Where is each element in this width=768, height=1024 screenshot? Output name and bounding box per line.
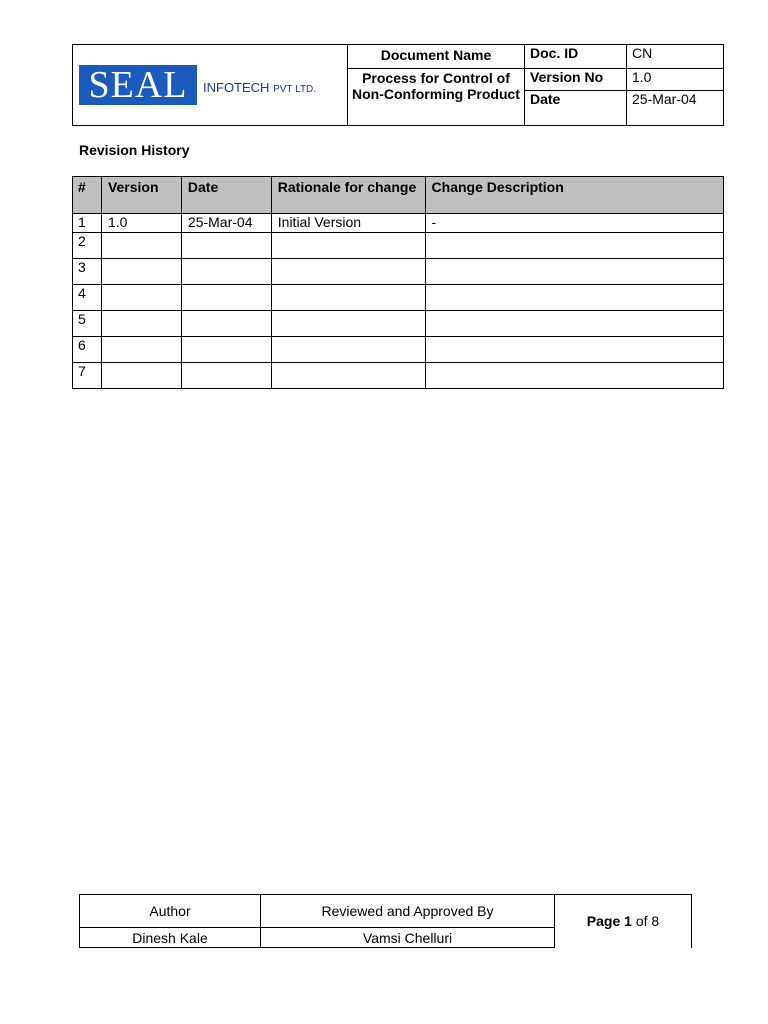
cell-number: 6 — [73, 337, 102, 363]
cell-description — [425, 337, 723, 363]
cell-date — [181, 233, 271, 259]
cell-version — [101, 311, 181, 337]
cell-description — [425, 285, 723, 311]
table-header-row — [73, 177, 724, 214]
revision-history-title: Revision History — [79, 142, 190, 158]
column-header-change-description: Change Description — [425, 177, 723, 214]
column-header-version: Version — [101, 177, 181, 214]
cell-version — [101, 285, 181, 311]
version-label: Version No — [525, 69, 627, 91]
doc-id-value: CN — [627, 45, 724, 69]
page-label: Page — [586, 913, 621, 930]
column-header-number: # — [73, 177, 102, 214]
cell-version — [101, 363, 181, 389]
version-value: 1.0 — [627, 69, 724, 91]
cell-date — [181, 285, 271, 311]
table-row — [73, 259, 724, 285]
cell-description — [425, 233, 723, 259]
date-value: 25-Mar-04 — [627, 91, 724, 126]
document-name-label: Document Name — [348, 45, 525, 69]
table-row — [73, 363, 724, 389]
revision-history-table — [72, 176, 724, 389]
page-number — [587, 913, 659, 929]
cell-date — [181, 259, 271, 285]
page-current: 1 — [624, 913, 632, 930]
cell-number: 1 — [73, 214, 102, 233]
cell-rationale — [271, 363, 425, 389]
table-row — [73, 285, 724, 311]
cell-version — [101, 259, 181, 285]
page-total: 8 — [651, 913, 660, 930]
date-label: Date — [525, 91, 627, 126]
company-name-suffix: PVT LTD. — [273, 84, 317, 95]
cell-number: 5 — [73, 311, 102, 337]
cell-number: 4 — [73, 285, 102, 311]
logo-mark: SEAL — [79, 65, 197, 105]
table-row — [73, 214, 724, 233]
cell-description — [425, 363, 723, 389]
cell-date: 25-Mar-04 — [181, 214, 271, 233]
cell-number: 7 — [73, 363, 102, 389]
reviewer-label: Reviewed and Approved By — [261, 895, 555, 928]
cell-description — [425, 259, 723, 285]
cell-number: 3 — [73, 259, 102, 285]
document-footer — [79, 894, 692, 948]
cell-description: - — [425, 214, 723, 233]
company-name-main: INFOTECH — [203, 80, 270, 95]
cell-rationale — [271, 311, 425, 337]
document-header — [72, 44, 724, 126]
cell-date — [181, 363, 271, 389]
cell-rationale — [271, 337, 425, 363]
cell-description — [425, 311, 723, 337]
cell-version — [101, 337, 181, 363]
cell-date — [181, 311, 271, 337]
cell-rationale: Initial Version — [271, 214, 425, 233]
author-label: Author — [80, 895, 261, 928]
company-logo — [73, 46, 347, 124]
page-indicator — [555, 895, 692, 948]
doc-id-label: Doc. ID — [525, 45, 627, 69]
cell-rationale — [271, 285, 425, 311]
cell-version — [101, 233, 181, 259]
logo-cell — [73, 45, 348, 126]
cell-rationale — [271, 233, 425, 259]
document-name-value: Process for Control of Non-Conforming Product — [348, 69, 525, 126]
cell-number: 2 — [73, 233, 102, 259]
column-header-rationale: Rationale for change — [271, 177, 425, 214]
table-row — [73, 337, 724, 363]
table-row — [73, 233, 724, 259]
column-header-date: Date — [181, 177, 271, 214]
page-of: of — [635, 913, 648, 930]
reviewer-value: Vamsi Chelluri — [261, 928, 555, 948]
company-name — [203, 80, 316, 98]
author-value: Dinesh Kale — [80, 928, 261, 948]
cell-date — [181, 337, 271, 363]
cell-version: 1.0 — [101, 214, 181, 233]
cell-rationale — [271, 259, 425, 285]
table-row — [73, 311, 724, 337]
